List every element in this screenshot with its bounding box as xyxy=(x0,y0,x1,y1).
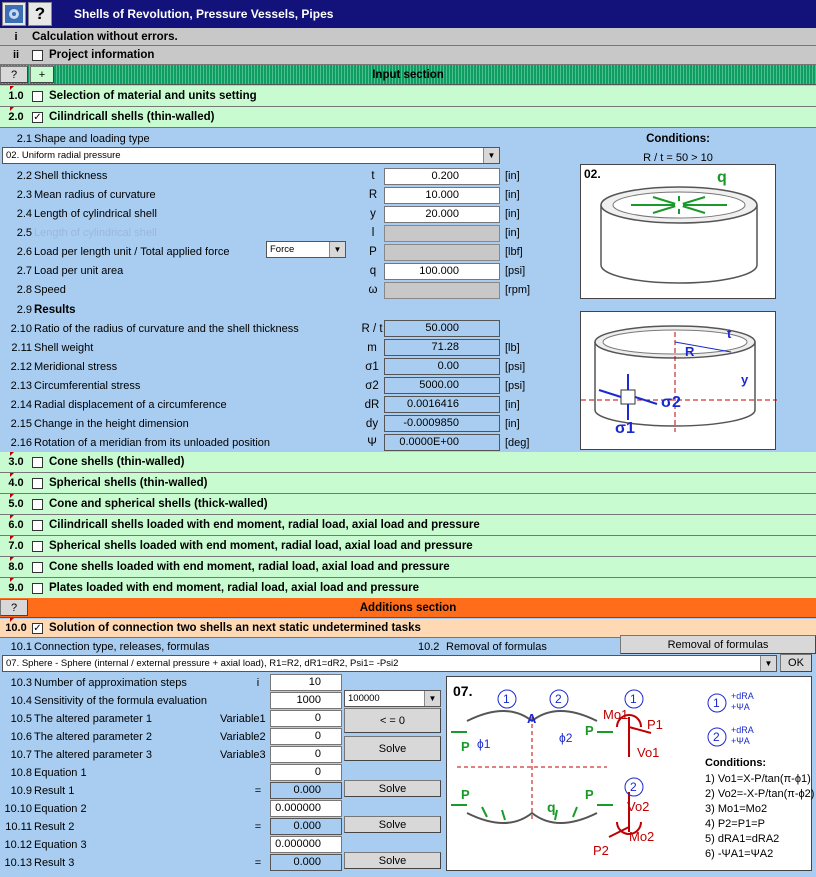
p-label: P xyxy=(585,723,594,738)
row-number: i xyxy=(14,30,18,43)
connection-select-value: 07. Sphere - Sphere (internal / external pressure + axial load), R1=R2, dR1=dR2, Psi1= -Psi2 xyxy=(6,658,399,669)
row-number: 2.5 xyxy=(16,227,32,239)
value-input[interactable]: 10.000 xyxy=(384,187,500,204)
result-label: Rotation of a meridian from its unloaded position xyxy=(34,437,271,449)
a-label: A xyxy=(527,711,537,726)
connection-select[interactable] xyxy=(2,655,777,672)
row-number: 6.0 xyxy=(0,519,32,531)
mo2-label: Mo2 xyxy=(629,829,655,844)
psia-label: +ΨA xyxy=(731,736,750,746)
dra-label: +dRA xyxy=(731,725,754,735)
unit: [lbf] xyxy=(505,246,523,258)
expand-button[interactable]: + xyxy=(30,66,54,83)
input-label: Length of cylindrical shell xyxy=(34,227,157,239)
condition-item: 2) Vo2=-X-P/tan(π-ϕ2) xyxy=(705,788,815,800)
shell-2-marker: 2 xyxy=(555,692,562,706)
legend-marker-2: 2 xyxy=(713,730,720,744)
symbol: Ψ xyxy=(367,437,377,449)
solver-input[interactable]: 0.000000 xyxy=(270,800,342,817)
row-number: 2.13 xyxy=(10,380,32,392)
solve-button-3[interactable]: Solve xyxy=(344,816,441,833)
row-number: 2.2 xyxy=(16,170,32,182)
shell-load-figure xyxy=(580,164,776,299)
solver-symbol: = xyxy=(254,821,262,833)
solver-symbol: = xyxy=(254,857,262,869)
additions-section-header xyxy=(0,598,816,618)
unit: [in] xyxy=(505,227,520,239)
row-number: 8.0 xyxy=(0,561,32,573)
ok-button[interactable]: OK xyxy=(780,654,812,672)
row-number: 2.12 xyxy=(10,361,32,373)
connection-figure xyxy=(446,676,815,871)
input-help-button[interactable]: ? xyxy=(0,66,28,83)
status-text: Calculation without errors. xyxy=(32,30,178,43)
R-label: R xyxy=(685,344,695,359)
result-value: 5000.00 xyxy=(384,377,500,394)
solver-input[interactable]: 0.000000 xyxy=(270,836,342,853)
unit: [rpm] xyxy=(505,284,531,296)
sensitivity-select-value: 100000 xyxy=(348,693,380,704)
project-label: Project information xyxy=(49,49,155,61)
section-10-label: Solution of connection two shells an next static undetermined tasks xyxy=(49,622,421,634)
figure-id: 07. xyxy=(453,683,473,699)
row-number: 7.0 xyxy=(0,540,32,552)
row-number: 2.15 xyxy=(10,418,32,430)
result-value: -0.0009850 xyxy=(384,415,500,432)
q-label: q xyxy=(547,799,556,815)
symbol: R xyxy=(368,189,378,201)
force-select-value: Force xyxy=(270,244,295,255)
row-number: 10.8 xyxy=(10,767,32,779)
q-label: q xyxy=(717,169,727,186)
solver-label: Sensitivity of the formula evaluation xyxy=(34,695,208,707)
row-number: 2.7 xyxy=(16,265,32,277)
result-label: Radial displacement of a circumference xyxy=(34,399,227,411)
additions-section-title: Additions section xyxy=(359,602,457,614)
chevron-down-icon[interactable]: ▼ xyxy=(329,242,345,257)
solver-symbol: = xyxy=(254,785,262,797)
disabled-field xyxy=(384,225,500,242)
condition-item: 5) dRA1=dRA2 xyxy=(705,833,780,845)
input-label: Speed xyxy=(34,284,66,296)
section-2-checkbox[interactable]: ✓ xyxy=(33,111,42,123)
input-label: Load per unit area xyxy=(34,265,124,277)
section-label: Cone shells loaded with end moment, radial load, axial load and pressure xyxy=(49,561,450,573)
symbol: q xyxy=(369,265,377,277)
vo1-label: Vo1 xyxy=(637,745,660,760)
section-checkbox[interactable] xyxy=(32,457,43,468)
solver-result: 0.000 xyxy=(270,854,342,871)
connection-label: Connection type, releases, formulas xyxy=(34,641,210,653)
solver-label: Result 2 xyxy=(34,821,75,833)
section-checkbox[interactable] xyxy=(32,520,43,531)
row-number: 10.3 xyxy=(10,677,32,689)
input-label: Shell thickness xyxy=(34,170,108,182)
disabled-field xyxy=(384,282,500,299)
project-checkbox[interactable] xyxy=(32,50,43,61)
unit: [lb] xyxy=(505,342,520,354)
section-checkbox[interactable] xyxy=(32,562,43,573)
additions-help-button[interactable]: ? xyxy=(0,599,28,616)
input-section-header xyxy=(0,65,816,85)
p-label: P xyxy=(461,739,470,754)
less-equal-button[interactable]: < = 0 xyxy=(344,708,441,733)
solver-symbol: Variable1 xyxy=(220,713,266,725)
status-row xyxy=(0,28,816,46)
unit: [in] xyxy=(505,418,520,430)
conditions-title: Conditions: xyxy=(646,133,710,145)
section-row-5-0[interactable] xyxy=(0,494,816,515)
p2-label: P2 xyxy=(593,843,609,858)
value-input[interactable]: 20.000 xyxy=(384,206,500,223)
symbol: σ2 xyxy=(365,380,379,392)
p-label: P xyxy=(461,787,470,802)
solver-label: The altered parameter 2 xyxy=(34,731,153,743)
solver-label: Result 3 xyxy=(34,857,75,869)
row-number: 2.9 xyxy=(16,304,32,316)
shell-2-marker: 2 xyxy=(630,780,637,794)
row-number: 9.0 xyxy=(0,582,32,594)
solver-label: Equation 2 xyxy=(34,803,87,815)
symbol: t xyxy=(371,170,375,182)
app-gear-icon[interactable] xyxy=(2,2,26,26)
help-button[interactable]: ? xyxy=(28,2,52,26)
t-label: t xyxy=(727,326,732,341)
section-row-3-0[interactable] xyxy=(0,452,816,473)
row-number: 2.1 xyxy=(16,133,32,145)
solver-label: The altered parameter 3 xyxy=(34,749,153,761)
unit: [psi] xyxy=(505,361,526,373)
conditions-list xyxy=(705,772,814,862)
unit: [psi] xyxy=(505,380,526,392)
section-2-label: Cilindricall shells (thin-walled) xyxy=(49,111,215,123)
section-1-checkbox[interactable] xyxy=(32,91,43,102)
solver-input[interactable]: 0 xyxy=(270,746,342,763)
section-row-4-0[interactable] xyxy=(0,473,816,494)
unit: [psi] xyxy=(505,265,526,277)
row-number: 10.5 xyxy=(10,713,32,725)
solver-label: Equation 3 xyxy=(34,839,87,851)
unit: [in] xyxy=(505,208,520,220)
chevron-down-icon[interactable]: ▼ xyxy=(483,148,499,163)
row-number: 10.4 xyxy=(10,695,32,707)
phi2-label: ϕ2 xyxy=(559,731,573,745)
section-2-row[interactable] xyxy=(0,107,816,128)
symbol: σ1 xyxy=(365,361,379,373)
condition-item: 3) Mo1=Mo2 xyxy=(705,803,768,815)
results-heading xyxy=(34,304,76,316)
value-input[interactable]: 0.200 xyxy=(384,168,500,185)
section-row-6-0[interactable] xyxy=(0,515,816,536)
solver-label: Number of approximation steps xyxy=(34,677,187,689)
condition-item: 4) P2=P1=P xyxy=(705,818,765,830)
row-number: 10.7 xyxy=(10,749,32,761)
sigma2-label: σ2 xyxy=(661,394,681,411)
result-value: 0.0016416 xyxy=(384,396,500,413)
row-number: 10.12 xyxy=(4,839,32,851)
unit: [in] xyxy=(505,399,520,411)
results-label: Results xyxy=(34,304,76,316)
section-label: Spherical shells loaded with end moment, radial load, axial load and pressure xyxy=(49,540,473,552)
shape-label: Shape and loading type xyxy=(34,133,150,145)
section-checkbox[interactable] xyxy=(32,583,43,594)
condition-item: 1) Vo1=X-P/tan(π-ϕ1) xyxy=(705,773,811,785)
section-1-row[interactable] xyxy=(0,86,816,107)
dra-label: +dRA xyxy=(731,691,754,701)
conditions-text: R / t = 50 > 10 xyxy=(643,152,713,164)
solve-button-1[interactable]: Solve xyxy=(344,736,441,761)
shell-stress-figure xyxy=(580,311,776,450)
shell-1-marker: 1 xyxy=(503,692,510,706)
result-label: Change in the height dimension xyxy=(34,418,189,430)
result-value: 0.00 xyxy=(384,358,500,375)
result-value: 0.0000E+00 xyxy=(384,434,500,451)
section-checkbox[interactable] xyxy=(32,541,43,552)
psia-label: +ΨA xyxy=(731,702,750,712)
section-label: Plates loaded with end moment, radial load, axial load and pressure xyxy=(49,582,420,594)
solver-symbol: Variable2 xyxy=(220,731,266,743)
app-title: Shells of Revolution, Pressure Vessels, Pipes xyxy=(74,7,334,21)
solver-input[interactable]: 1000 xyxy=(270,692,342,709)
figure-id: 02. xyxy=(584,167,601,181)
chevron-down-icon[interactable]: ▼ xyxy=(424,691,440,706)
solver-input[interactable]: 10 xyxy=(270,674,342,691)
row-number: 10.13 xyxy=(4,857,32,869)
result-value: 71.28 xyxy=(384,339,500,356)
unit: [in] xyxy=(505,189,520,201)
row-number: 2.10 xyxy=(10,323,32,335)
section-row-8-0[interactable] xyxy=(0,557,816,578)
section-1-label: Selection of material and units setting xyxy=(49,90,257,102)
mo1-label: Mo1 xyxy=(603,707,629,722)
solver-symbol: i xyxy=(256,677,260,689)
row-number: 3.0 xyxy=(0,456,32,468)
value-input[interactable]: 100.000 xyxy=(384,263,500,280)
section-label: Cone and spherical shells (thick-walled) xyxy=(49,498,268,510)
row-number: 2.14 xyxy=(10,399,32,411)
row-number: 10.11 xyxy=(5,821,32,833)
disabled-field xyxy=(384,244,500,261)
row-number: 10.9 xyxy=(10,785,32,797)
row-number: 2.4 xyxy=(16,208,32,220)
section-checkbox[interactable] xyxy=(32,499,43,510)
row-number: 5.0 xyxy=(0,498,32,510)
title-bar xyxy=(0,0,816,28)
result-value: 50.000 xyxy=(384,320,500,337)
row-number: 10.6 xyxy=(10,731,32,743)
row-number: 4.0 xyxy=(0,477,32,489)
input-label: Load per length unit / Total applied force xyxy=(34,246,230,258)
shell-1-marker: 1 xyxy=(630,692,637,706)
sigma1-label: σ1 xyxy=(615,420,635,437)
section-label: Spherical shells (thin-walled) xyxy=(49,477,208,489)
solver-symbol: Variable3 xyxy=(220,749,266,761)
row-number: 2.3 xyxy=(16,189,32,201)
result-label: Ratio of the radius of curvature and the shell thickness xyxy=(34,323,299,335)
force-select[interactable] xyxy=(266,241,346,258)
row-number: 10.2 xyxy=(418,641,440,653)
y-label: y xyxy=(741,372,749,387)
conditions-title: Conditions: xyxy=(705,757,767,769)
row-number: 1.0 xyxy=(0,90,32,102)
result-label: Shell weight xyxy=(34,342,94,354)
row-number: 2.11 xyxy=(11,342,32,354)
symbol: dy xyxy=(365,418,379,430)
input-label: Length of cylindrical shell xyxy=(34,208,157,220)
section-label: Cone shells (thin-walled) xyxy=(49,456,185,468)
removal-label: Removal of formulas xyxy=(446,641,547,653)
p1-label: P1 xyxy=(647,717,663,732)
row-number: 2.16 xyxy=(10,437,32,449)
sensitivity-select[interactable] xyxy=(344,690,441,707)
section-label: Cilindricall shells loaded with end moment, radial load, axial load and pressure xyxy=(49,519,480,531)
shape-select[interactable] xyxy=(2,147,500,164)
removal-of-formulas-button[interactable]: Removal of formulas xyxy=(620,635,816,654)
solver-input[interactable]: 0 xyxy=(270,710,342,727)
input-label: Mean radius of curvature xyxy=(34,189,156,201)
solver-input[interactable]: 0 xyxy=(270,764,342,781)
solver-input[interactable]: 0 xyxy=(270,728,342,745)
symbol: y xyxy=(370,208,376,220)
symbol: ω xyxy=(368,284,378,296)
legend-marker-1: 1 xyxy=(713,696,720,710)
solver-result: 0.000 xyxy=(270,782,342,799)
row-number: 2.0 xyxy=(0,111,32,123)
solve-button-2[interactable]: Solve xyxy=(344,780,441,797)
symbol: m xyxy=(367,342,377,354)
symbol: R / t xyxy=(361,323,383,335)
input-section-title: Input section xyxy=(372,69,444,81)
solver-label: Result 1 xyxy=(34,785,75,797)
phi1-label: ϕ1 xyxy=(477,737,491,751)
solver-label: The altered parameter 1 xyxy=(34,713,153,725)
row-number: 2.8 xyxy=(16,284,32,296)
unit: [deg] xyxy=(505,437,530,449)
section-row-9-0[interactable] xyxy=(0,578,816,599)
row-number: 10.1 xyxy=(10,641,32,653)
row-number: ii xyxy=(12,49,20,61)
row-number: 2.6 xyxy=(16,246,32,258)
symbol: P xyxy=(369,246,377,258)
row-number: 10.10 xyxy=(4,803,32,815)
solve-button-4[interactable]: Solve xyxy=(344,852,441,869)
chevron-down-icon[interactable]: ▼ xyxy=(760,656,776,671)
symbol: dR xyxy=(364,399,380,411)
result-label: Meridional stress xyxy=(34,361,118,373)
section-10-checkbox[interactable]: ✓ xyxy=(33,622,42,634)
unit: [in] xyxy=(505,170,520,182)
p-label: P xyxy=(585,787,594,802)
symbol: l xyxy=(371,227,375,239)
solver-label: Equation 1 xyxy=(34,767,87,779)
condition-item: 6) -ΨA1=ΨA2 xyxy=(705,848,774,860)
section-row-7-0[interactable] xyxy=(0,536,816,557)
section-checkbox[interactable] xyxy=(32,478,43,489)
project-row[interactable] xyxy=(0,46,816,65)
row-number: 10.0 xyxy=(0,622,32,634)
result-label: Circumferential stress xyxy=(34,380,141,392)
vo2-label: Vo2 xyxy=(627,799,650,814)
shape-select-value: 02. Uniform radial pressure xyxy=(6,150,121,161)
solver-result: 0.000 xyxy=(270,818,342,835)
